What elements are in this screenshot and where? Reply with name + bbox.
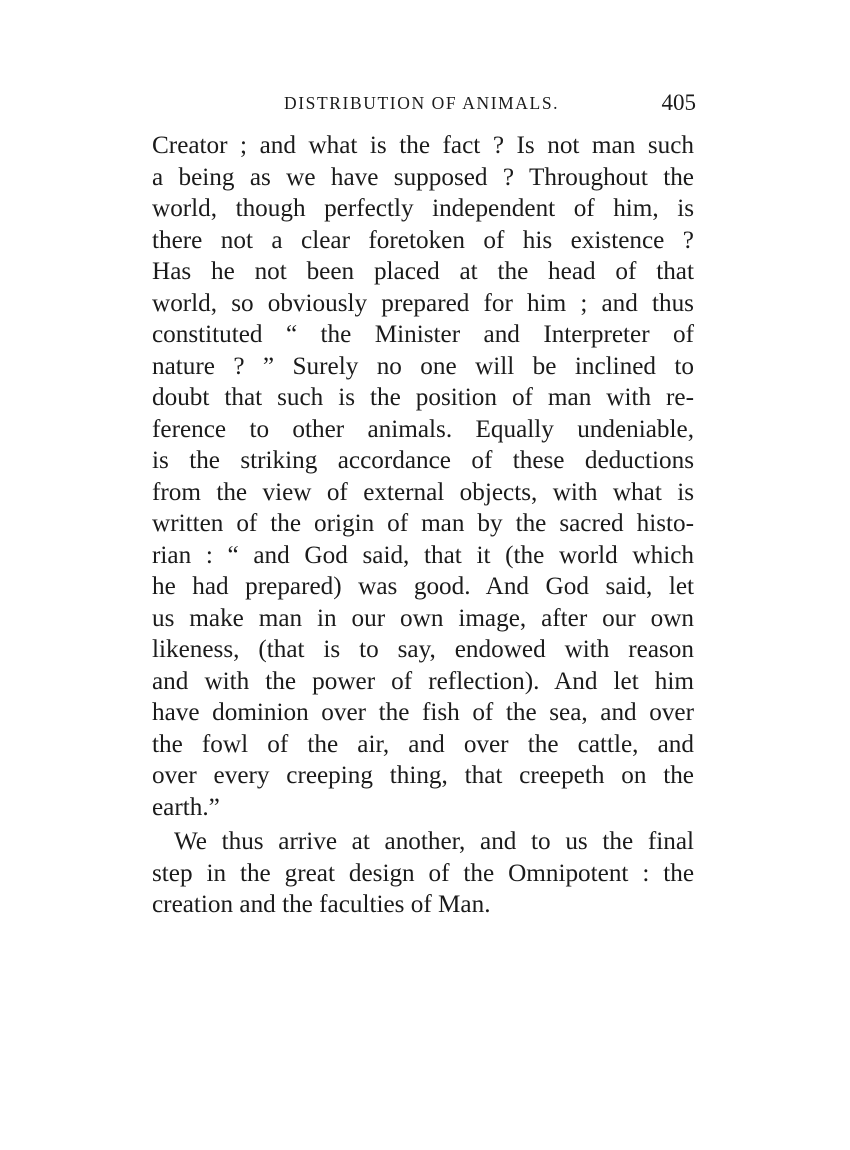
text-line: over every creeping thing, that creepeth on the [152,762,694,789]
text-line: us make man in our own image, after our own [152,604,694,632]
paragraph-1 [152,130,694,823]
text-line: he had prepared) was good. And God said, let [152,573,694,600]
text-line: likeness, (that is to say, endowed with reason [152,636,694,663]
text-line: from the view of external objects, with what is [152,478,694,506]
text-line: world, so obviously prepared for him ; and thus [152,289,694,317]
text-line: Creator ; and what is the fact ? Is not man such [152,132,694,159]
text-line: a being as we have supposed ? Throughout the [152,163,694,191]
body-text [152,130,694,921]
text-line: earth.” [152,793,220,821]
text-line: there not a clear foretoken of his existence ? [152,226,694,254]
text-line: step in the great design of the Omnipotent : the [152,859,694,887]
text-line: constituted “ the Minister and Interpreter of [152,321,694,348]
running-head [152,90,698,118]
text-line: nature ? ” Surely no one will be inclined to [152,352,694,380]
page-number: 405 [661,90,696,115]
running-title: DISTRIBUTION OF ANIMALS. [284,93,560,113]
text-line: ference to other animals. Equally undeniable, [152,415,694,443]
text-line: have dominion over the fish of the sea, and over [152,699,694,726]
text-line: is the striking accordance of these deductions [152,447,694,474]
text-line: Has he not been placed at the head of that [152,258,694,285]
text-line: creation and the faculties of Man. [152,891,491,918]
paragraph-2 [152,826,694,921]
text-line: and with the power of reflection). And let him [152,667,694,695]
text-line: rian : “ and God said, that it (the world which [152,541,694,569]
text-line: the fowl of the air, and over the cattle, and [152,730,694,758]
text-line: doubt that such is the position of man with re- [152,384,694,411]
text-line: We thus arrive at another, and to us the final [174,828,694,855]
text-line: written of the origin of man by the sacred histo- [152,510,694,537]
text-line: world, though perfectly independent of him, is [152,195,694,222]
